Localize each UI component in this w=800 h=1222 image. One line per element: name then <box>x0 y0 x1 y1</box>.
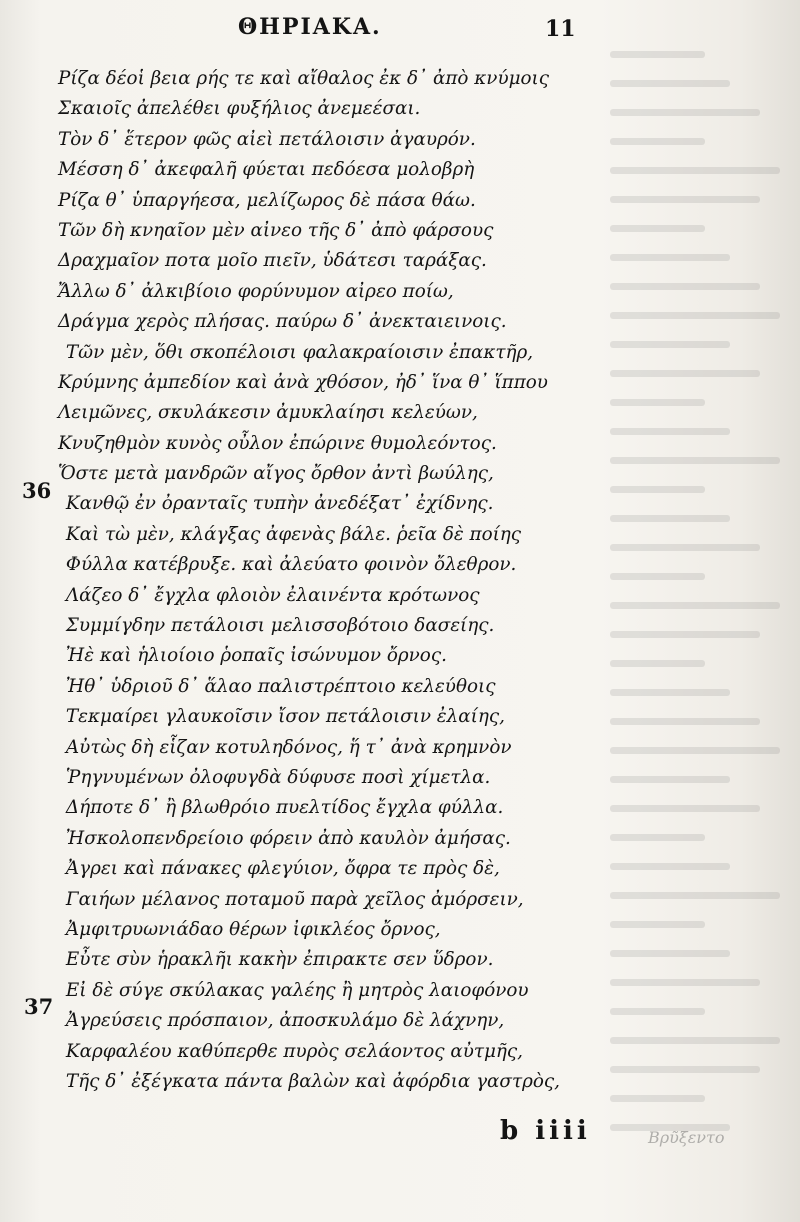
verse-line: Λειμῶνες, σκυλάκεσιν ἀμυκλαίησι κελεύων, <box>58 402 478 424</box>
verse-line: Δήποτε δ᾽ ἢ βλωθρόιο πυελτίδος ἔγχλα φύλλα. <box>65 797 504 819</box>
page-number: 11 <box>545 16 576 42</box>
bleed-through-text <box>606 40 796 1150</box>
margin-section-number: 37 <box>24 994 54 1019</box>
verse-line: Κανθῷ ἐν ὀρανταῖς τυπὴν ἀνεδέξατ᾽ ἐχίδνης. <box>65 493 494 515</box>
signature-mark: b iiii <box>500 1116 591 1146</box>
verse-line: Ἀμφιτρυωνιάδαο θέρων ἰφικλέος ὄρνος, <box>65 918 441 940</box>
bleed-through-catchword: Βρῦξεντο <box>648 1128 725 1147</box>
verse-line: Γαιήων μέλανος ποταμοῦ παρὰ χεῖλος ἀμόρσειν, <box>65 888 524 910</box>
verse-line: Ἠὲ καὶ ἡλιοίοιο ῥοπαῖς ἰσώνυμον ὄρνος. <box>65 645 447 667</box>
verse-line: Κνυζηθμὸν κυνὸς οὖλον ἐπώρινε θυμολεόντος. <box>58 432 497 454</box>
verse-line: Κρύμνης ἀμπεδίον καὶ ἀνὰ χθόσον, ἠδ᾽ ἵνα θ᾽ ἵππου <box>58 371 548 393</box>
verse-line: Λάζεο δ᾽ ἔγχλα φλοιὸν ἐλαινέντα κρότωνος <box>65 584 480 606</box>
verse-line: Καρφαλέου καθύπερθε πυρὸς σελάοντος αὐτμῆς, <box>65 1040 524 1062</box>
verse-line: Τῶν μὲν, ὅθι σκοπέλοισι φαλακραίοισιν ἐπακτῆρ, <box>65 341 534 363</box>
verse-line: Ρίζα δέοἱ βεια ρής τε καὶ αἴθαλος ἐκ δ᾽ ἀπὸ κνύμοις <box>58 68 549 89</box>
verse-line: Ἠθ᾽ ὑδριοῦ δ᾽ ἅλαο παλιστρέπτοιο κελεύθοις <box>65 675 496 697</box>
verse-line: Τῶν δὴ κνηαῖον μὲν αἰνεο τῆς δ᾽ ἀπὸ φάρσους <box>58 219 494 241</box>
verse-line: Εἰ δὲ σύγε σκύλακας γαλέης ἢ μητρὸς λαιοφόνου <box>65 979 529 1001</box>
verse-line: Τῆς δ᾽ ἐξέγκατα πάντα βαλὼν καὶ ἀφόρδια γαστρὸς, <box>65 1070 561 1092</box>
verse-line: Καὶ τὼ μὲν, κλάγξας ἀφενὰς βάλε. ῥεῖα δὲ ποίης <box>65 523 522 545</box>
verse-line: Ὅστε μετὰ μανδρῶν αἴγος ὄρθον ἀντὶ βωύλης, <box>58 463 494 485</box>
verse-line: Ἠσκολοπενδρείοιο φόρειν ἀπὸ καυλὸν ἀμήσας. <box>65 827 511 849</box>
verse-line: Τὸν δ᾽ ἕτερον φῶς αἰεὶ πετάλοισιν ἀγαυρόν. <box>58 128 476 150</box>
verse-line: Φύλλα κατέβρυξε. καὶ ἀλεύατο φοινὸν ὄλεθρον. <box>65 554 517 576</box>
verse-line: Ἀγρεύσεις πρόσπαιον, ἀποσκυλάμο δὲ λάχνην, <box>65 1010 505 1032</box>
verse-line: Μέσση δ᾽ ἀκεφαλῆ φύεται πεδόεσα μολοβρὴ <box>58 159 475 181</box>
verse-line: Ἄλλω δ᾽ ἀλκιβίοιο φορύνυμον αἰρεο ποίω, <box>58 280 454 302</box>
verse-line: Ρίζα θ᾽ ὑπαργήεσα, μελίζωρος δὲ πάσα θάω. <box>58 189 476 211</box>
margin-section-number: 36 <box>22 478 52 503</box>
verse-line: Δράγμα χερὸς πλήσας. παύρω δ᾽ ἀνεκταιεινοις. <box>58 311 507 333</box>
running-head: ΘΗΡΙΑΚΑ. <box>238 14 382 40</box>
verse-line: Σκαιοῖς ἀπελέθει φυξήλιος ἀνεμεέσαι. <box>58 98 421 120</box>
verse-line: Τεκμαίρει γλαυκοῖσιν ἴσον πετάλοισιν ἐλαίης, <box>65 706 505 728</box>
verse-line: Δραχμαῖον ποτα μοῖο πιεῖν, ὑδάτεσι ταράξας. <box>58 250 487 272</box>
verse-line: Εὖτε σὺν ἡρακλῆι κακὴν ἐπιρακτε σεν ὕδρον. <box>65 949 494 971</box>
verse-line: Αὐτὼς δὴ εἷζαν κοτυληδόνος, ἥ τ᾽ ἀνὰ κρημνὸν <box>65 736 512 758</box>
verse-line: Συμμίγδην πετάλοισι μελισσοβότοιο δασείης. <box>65 615 495 637</box>
verse-text-block <box>58 64 618 1097</box>
verse-line: Ῥηγνυμένων ὀλοφυγδὰ δύφυσε ποσὶ χίμετλα. <box>65 766 491 788</box>
verse-line: Ἀγρει καὶ πάνακες φλεγύιον, ὄφρα τε πρὸς δὲ, <box>65 858 500 880</box>
